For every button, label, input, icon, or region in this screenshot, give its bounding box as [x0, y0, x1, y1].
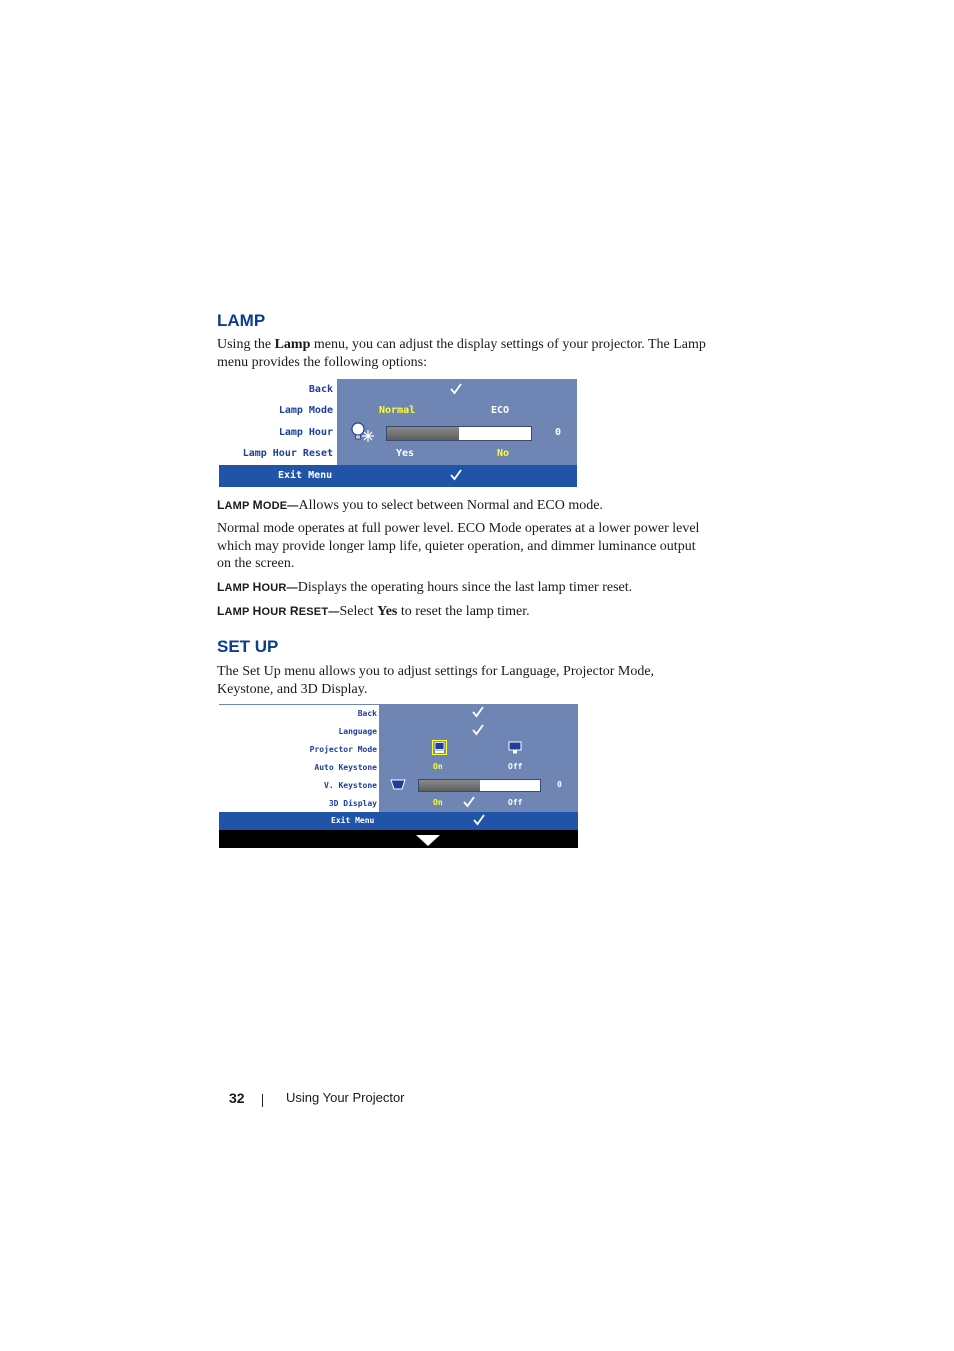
scroll-down-bar[interactable] — [219, 830, 578, 848]
setup-menu-3d-display[interactable]: 3D Display — [328, 799, 377, 808]
exit-check-icon — [473, 814, 485, 826]
lamp-mode-desc — [217, 497, 707, 516]
3d-display-check-icon — [463, 796, 475, 808]
3d-display-off[interactable]: Off — [508, 798, 523, 807]
lamp-intro-bold: Lamp — [274, 337, 311, 352]
lamp-intro-text: Using the — [217, 337, 275, 352]
language-check-icon — [472, 724, 484, 736]
auto-keystone-on[interactable]: On — [433, 762, 443, 771]
setup-menu-v-keystone[interactable]: V. Keystone — [324, 781, 377, 790]
setup-heading: SET UP — [217, 637, 279, 656]
lamp-hour-desc-text: Displays the operating hours since the last lamp timer reset. — [297, 580, 633, 595]
reset-yes[interactable]: Yes — [396, 448, 415, 459]
setup-menu-value-column — [379, 704, 578, 812]
lamp-mode-desc-text: Allows you to select between Normal and ECO mode. — [298, 498, 603, 513]
back-check-icon — [472, 706, 484, 718]
lamp-hour-desc — [217, 579, 707, 598]
lamp-hour-term: LAMP HOUR— — [217, 580, 298, 594]
lamp-heading: LAMP — [217, 311, 266, 330]
setup-menu-label-column — [219, 704, 379, 813]
lamp-menu-value-column — [337, 379, 577, 465]
lamp-hour-bar — [386, 426, 532, 441]
lamp-menu-back[interactable]: Back — [308, 384, 333, 395]
lamp-mode-term: LAMP MODE— — [217, 498, 299, 512]
footer-divider — [262, 1094, 263, 1107]
lamp-mode-eco[interactable]: ECO — [491, 405, 510, 416]
lamp-menu-exit-label: Exit Menu — [278, 470, 333, 481]
setup-menu-projector-mode[interactable]: Projector Mode — [309, 745, 377, 754]
lamp-menu-exit-row[interactable] — [219, 465, 577, 487]
lamp-menu-lamp-hour-reset[interactable]: Lamp Hour Reset — [242, 448, 333, 459]
lamp-bulb-icon — [349, 421, 375, 443]
setup-menu-auto-keystone[interactable]: Auto Keystone — [314, 763, 377, 772]
scroll-down-arrow-icon[interactable] — [416, 835, 440, 846]
lamp-mode-normal[interactable]: Normal — [379, 405, 416, 416]
lamp-menu-label-column — [219, 379, 337, 465]
setup-intro: The Set Up menu allows you to adjust settings for Language, Projector Mode, Keystone, and 3D Display. — [217, 664, 655, 697]
front-projection-icon[interactable] — [432, 740, 447, 755]
auto-keystone-off[interactable]: Off — [508, 762, 523, 771]
lamp-hour-bar-fill — [387, 427, 459, 440]
v-keystone-value: 0 — [557, 780, 562, 789]
setup-menu-back[interactable]: Back — [357, 709, 377, 718]
3d-display-on[interactable]: On — [433, 798, 443, 807]
lamp-hour-reset-desc: LAMP HOUR RESET—Select Yes to reset the lamp timer. — [217, 604, 530, 619]
setup-menu-exit-label: Exit Menu — [331, 816, 375, 825]
lamp-hour-reset-term: LAMP HOUR RESET— — [217, 604, 340, 618]
exit-check-icon — [450, 469, 462, 481]
page-number: 32 — [229, 1090, 245, 1106]
keystone-icon — [390, 779, 406, 790]
v-keystone-bar[interactable] — [418, 779, 541, 792]
lamp-hour-value: 0 — [555, 427, 562, 438]
lamp-intro-text-2: menu, you can adjust the display settings of your projector. The Lamp menu provides the following options: — [217, 337, 706, 370]
setup-menu-exit-row[interactable] — [219, 812, 578, 830]
lamp-menu-lamp-hour[interactable]: Lamp Hour — [278, 427, 333, 438]
back-check-icon — [450, 383, 462, 395]
lamp-menu-screenshot — [219, 379, 577, 487]
footer-section-title: Using Your Projector — [286, 1090, 405, 1105]
rear-projection-icon[interactable] — [508, 741, 522, 754]
lamp-menu-lamp-mode[interactable]: Lamp Mode — [278, 405, 333, 416]
setup-menu-language[interactable]: Language — [338, 727, 377, 736]
normal-mode-paragraph: Normal mode operates at full power level. ECO Mode operates at a lower power level which may provide longer lamp life, quieter operation, and dimmer luminance output on the screen. — [217, 521, 700, 571]
v-keystone-bar-fill — [419, 780, 480, 791]
setup-menu-screenshot — [219, 704, 578, 848]
reset-no[interactable]: No — [497, 448, 510, 459]
lamp-intro — [217, 336, 707, 371]
